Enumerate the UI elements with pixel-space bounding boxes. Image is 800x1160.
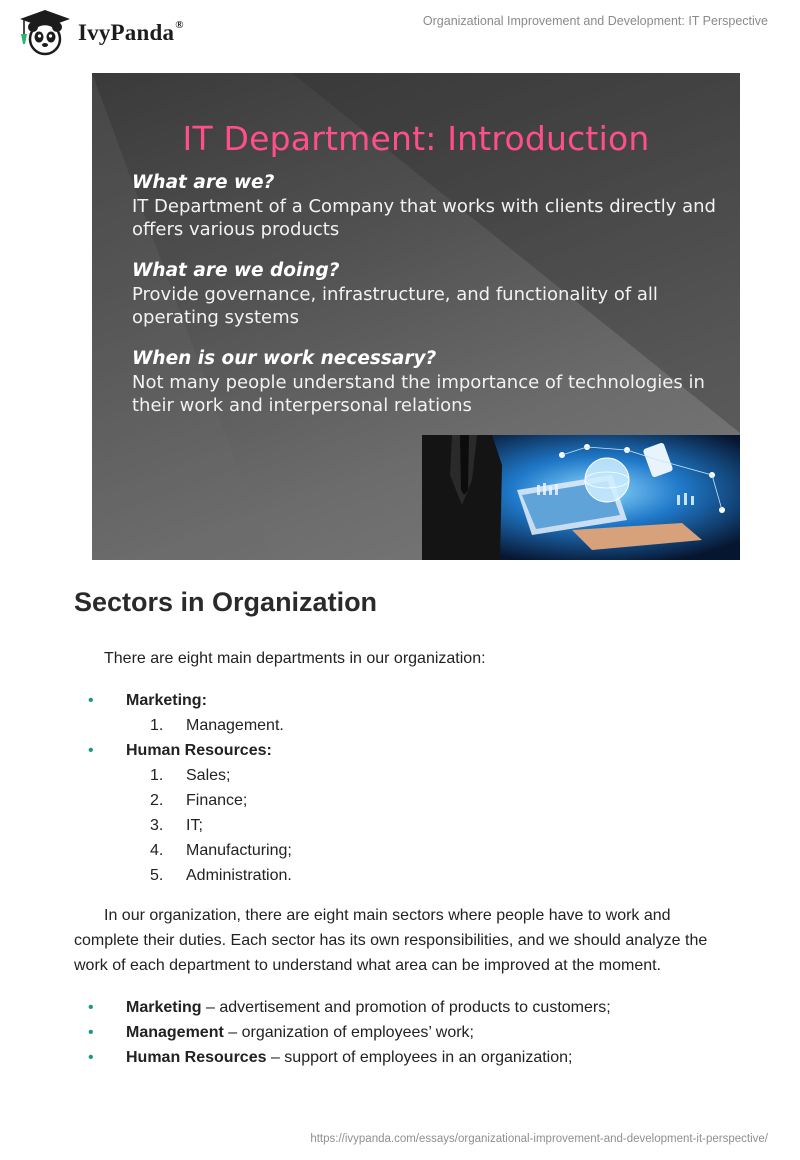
list-subitem: 4. Manufacturing; xyxy=(74,838,734,863)
list-number: 1. xyxy=(150,717,164,734)
businessman-tech-photo xyxy=(422,435,740,560)
list-subitem: 1. Sales; xyxy=(74,763,734,788)
bullet-icon: • xyxy=(88,999,94,1016)
list-item: • Human Resources – support of employees in an organization; xyxy=(74,1045,734,1070)
list-subitem: 2. Finance; xyxy=(74,788,734,813)
slide-question: What are we? xyxy=(132,172,275,193)
list-number: 2. xyxy=(150,792,164,809)
list-number: 3. xyxy=(150,817,164,834)
list-item xyxy=(74,688,734,713)
list-term: Marketing xyxy=(126,999,202,1016)
body-paragraph: In our organization, there are eight main sectors where people have to work and complete their duties. Each sector has its own responsibilities, and we should analyze the work of each department to understand what area can be improved at the moment. xyxy=(74,907,708,974)
list-term: Human Resources xyxy=(126,1049,267,1066)
panda-logo-icon xyxy=(16,8,74,56)
section-heading: Sectors in Organization xyxy=(74,587,378,617)
list-item: • Management – organization of employees’ work; xyxy=(74,1020,734,1045)
bullet-icon: • xyxy=(88,1049,94,1066)
slide-body xyxy=(132,171,717,435)
bullet-icon: • xyxy=(88,742,94,759)
list-term: Management xyxy=(126,1024,224,1041)
slide-answer: Not many people understand the importance of technologies in their work and interpersonal relations xyxy=(132,372,705,416)
brand-name: IvyPanda® xyxy=(78,18,184,45)
slide-answer: IT Department of a Company that works with clients directly and offers various products xyxy=(132,196,716,240)
slide-question: What are we doing? xyxy=(132,260,340,281)
list-subitem: 5. Administration. xyxy=(74,863,734,888)
list-number: 5. xyxy=(150,867,164,884)
list-number: 1. xyxy=(150,767,164,784)
bullet-icon: • xyxy=(88,692,94,709)
list-number: 4. xyxy=(150,842,164,859)
document-title: Organizational Improvement and Development: IT Perspective xyxy=(422,14,768,28)
bullet-icon: • xyxy=(88,1024,94,1041)
slide-title: IT Department: Introduction xyxy=(182,119,650,158)
list-item xyxy=(74,738,734,763)
logo[interactable] xyxy=(16,8,184,56)
intro-paragraph: There are eight main departments in our organization: xyxy=(104,650,486,667)
list-subitem: 1. Management. xyxy=(74,713,734,738)
departments-list xyxy=(74,688,734,888)
list-label: Human Resources: xyxy=(126,742,272,759)
slide-answer: Provide governance, infrastructure, and functionality of all operating systems xyxy=(132,284,658,328)
page-header xyxy=(0,0,800,60)
slide-question: When is our work necessary? xyxy=(132,348,437,369)
list-item: • Marketing – advertisement and promotion of products to customers; xyxy=(74,995,734,1020)
list-subitem: 3. IT; xyxy=(74,813,734,838)
source-url-link[interactable]: https://ivypanda.com/essays/organizational-improvement-and-development-it-perspective/ xyxy=(310,1133,768,1145)
sectors-list xyxy=(74,995,734,1070)
list-label: Marketing: xyxy=(126,692,207,709)
slide-image xyxy=(92,73,740,560)
